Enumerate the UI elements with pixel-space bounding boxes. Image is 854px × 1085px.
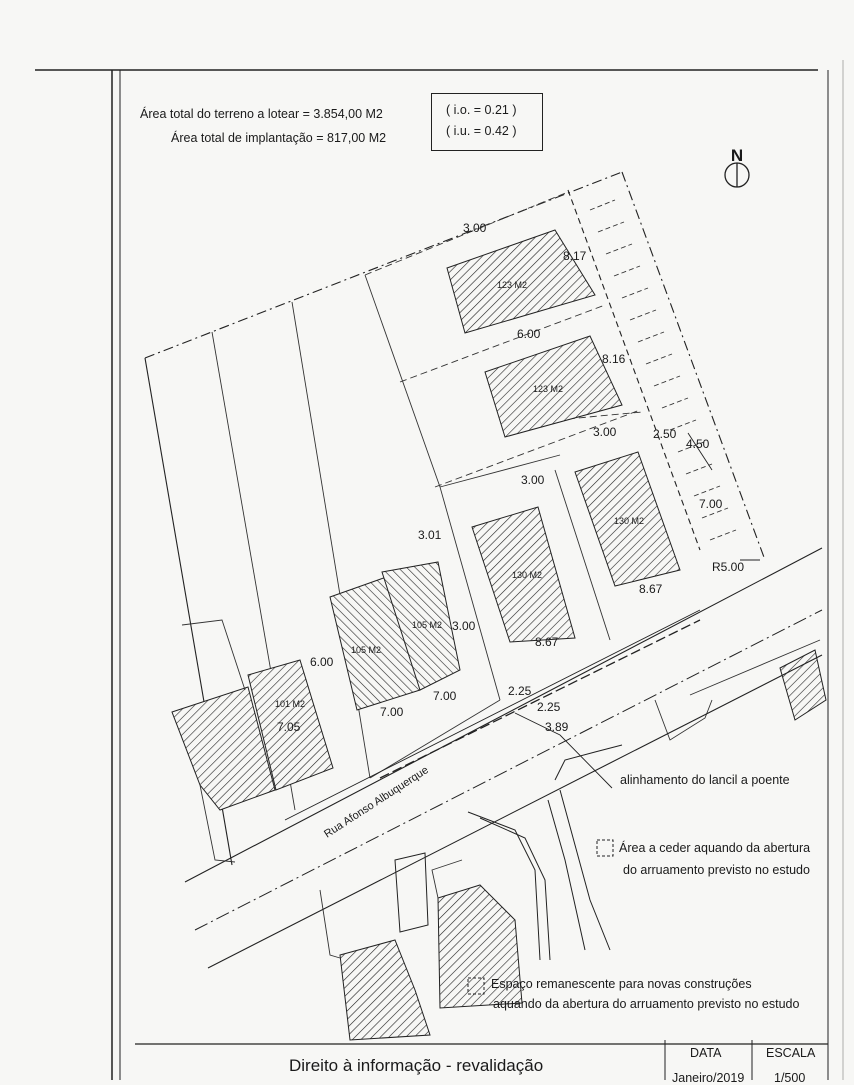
- dimension-label: 2.50: [653, 427, 677, 441]
- dimension-label: 2.25: [537, 700, 561, 714]
- dimension-label: 2.25: [508, 684, 532, 698]
- utilization-index: ( i.u. = 0.42 ): [446, 124, 517, 138]
- lot-area-label: 123 M2: [496, 280, 528, 290]
- dimension-label: 3.01: [418, 528, 442, 542]
- legend-espaco-line2: aquando da abertura do arruamento previsto no estudo: [493, 997, 800, 1011]
- dashed-lot-lines: [365, 192, 642, 487]
- dimension-label: 3.00: [593, 425, 617, 439]
- building-footprints: [172, 230, 826, 1040]
- occupation-index: ( i.o. = 0.21 ): [446, 103, 517, 117]
- neighbor-building-2: [780, 650, 826, 720]
- lot-area-label: 105 M2: [411, 620, 443, 630]
- legend-lancil: alinhamento do lancil a poente: [620, 773, 790, 787]
- dimension-label: R5.00: [712, 560, 745, 574]
- lot-area-label: 130 M2: [613, 516, 645, 526]
- dimension-label: 3.89: [545, 720, 569, 734]
- lot-area-label: 123 M2: [532, 384, 564, 394]
- legend-ceder-line2: do arruamento previsto no estudo: [623, 863, 810, 877]
- dimension-label: 8.67: [535, 635, 559, 649]
- dimension-label: 7.00: [699, 497, 723, 511]
- date-value: Janeiro/2019: [672, 1071, 745, 1085]
- dimension-label: 3.00: [452, 619, 476, 633]
- dimension-label: 8.67: [639, 582, 663, 596]
- dimension-label: 8.17: [563, 249, 587, 263]
- dimension-label: 7.00: [433, 689, 457, 703]
- dimension-label: 3.00: [521, 473, 545, 487]
- north-arrow-icon: [725, 146, 749, 187]
- lot-area-label: 105 M2: [350, 645, 382, 655]
- indices-box: [431, 93, 543, 151]
- dimension-label: 8.16: [602, 352, 626, 366]
- scale-label: ESCALA: [766, 1046, 816, 1060]
- dimension-label: 6.00: [310, 655, 334, 669]
- date-label: DATA: [690, 1046, 722, 1060]
- lot-area-label: 101 M2: [274, 699, 306, 709]
- dimension-label: 3.00: [463, 221, 487, 235]
- neighbor-building-4: [340, 940, 430, 1040]
- north-label: N: [730, 146, 744, 165]
- dimension-label: 7.05: [277, 720, 301, 734]
- total-land-area: Área total do terreno a lotear = 3.854,00 M2: [140, 107, 383, 121]
- drawing-title: Direito à informação - revalidação: [289, 1056, 544, 1075]
- lot-area-label: 130 M2: [511, 570, 543, 580]
- dimension-label: 7.00: [380, 705, 404, 719]
- total-implantation-area: Área total de implantação = 817,00 M2: [171, 131, 387, 145]
- street-name-label: Rua Afonso Albuquerque: [322, 764, 431, 841]
- scale-value: 1/500: [774, 1071, 806, 1085]
- dimension-label: 6.00: [517, 327, 541, 341]
- legend-ceder-line1: Área a ceder aquando da abertura: [619, 841, 811, 855]
- dimension-label: 4.50: [686, 437, 710, 451]
- legend-espaco-line1: Espaço remanescente para novas construções: [491, 977, 752, 991]
